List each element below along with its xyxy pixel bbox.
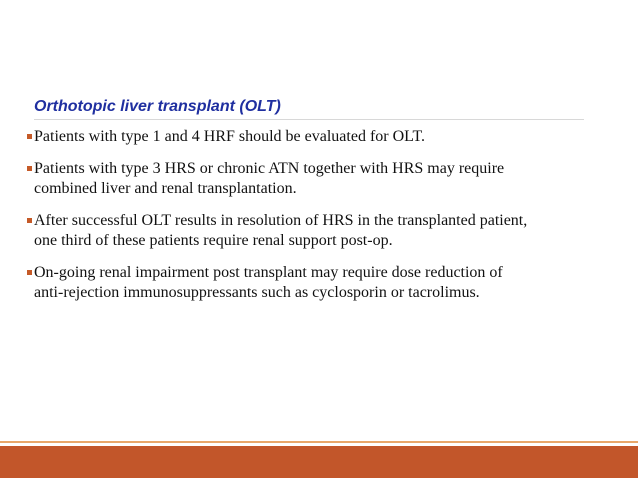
- square-bullet-icon: [27, 134, 32, 139]
- bullet-text-line-1: Patients with type 1 and 4 HRF should be evaluated for OLT.: [34, 128, 426, 145]
- footer-accent-line: [0, 441, 638, 443]
- footer-bar: [0, 446, 638, 478]
- bullet-item: [27, 159, 587, 199]
- bullet-text-line-1: On-going renal impairment post transplant may require dose reduction of: [34, 264, 503, 281]
- bullet-item: [27, 127, 587, 147]
- heading-block: [34, 97, 584, 117]
- bullet-item: [27, 211, 587, 251]
- heading-divider: [34, 119, 584, 120]
- bullet-list: [27, 127, 587, 315]
- bullet-text-line-1: After successful OLT results in resolution of HRS in the transplanted patient,: [34, 212, 528, 229]
- bullet-text-line-2: anti-rejection immunosuppressants such as cyclosporin or tacrolimus.: [34, 284, 480, 301]
- slide-heading: Orthotopic liver transplant (OLT): [34, 98, 281, 115]
- square-bullet-icon: [27, 270, 32, 275]
- bullet-text-line-2: combined liver and renal transplantation.: [34, 180, 297, 197]
- square-bullet-icon: [27, 218, 32, 223]
- bullet-text-line-1: Patients with type 3 HRS or chronic ATN together with HRS may require: [34, 160, 505, 177]
- bullet-text-line-2: one third of these patients require renal support post-op.: [34, 232, 393, 249]
- square-bullet-icon: [27, 166, 32, 171]
- bullet-item: [27, 263, 587, 303]
